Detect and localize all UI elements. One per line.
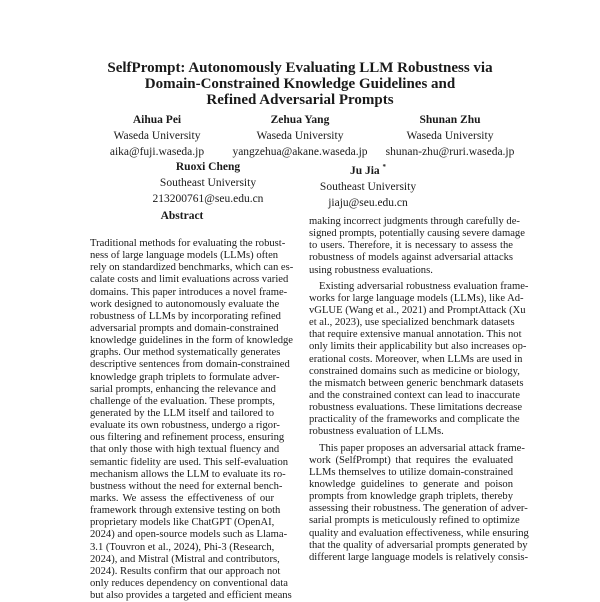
body-line: robustness evaluations. These limitations decrease [309,402,523,414]
author-affiliation: Southeast University [319,180,417,193]
abstract-line: knowledge guidelines in the form of knowledge [90,335,293,347]
body-line: that require extensive manual annotation. This not [309,329,522,341]
body-line: making incorrect judgments through carefully de- [309,216,520,227]
abstract-line: ness of large language models (LLMs) often [90,250,279,262]
abstract-line: graphs. Our method systematically generates [90,347,281,359]
abstract-line: evaluate its own robustness, undergo a rigor- [90,420,280,432]
abstract-line: 2024), and Mistral (Mistral and contributors, [90,553,280,565]
abstract-line: 3.1 (Touvron et al., 2024), Phi-3 (Research, [90,541,275,553]
body-text [309,216,529,564]
abstract-line: work designed to autonomously evaluate the [90,298,280,310]
abstract-line: descriptive sentences from domain-constrained [90,359,290,371]
body-line: only limits their applicability but also increases op- [309,341,527,353]
body-line: and the constrained context can lead to inaccurate [309,389,520,401]
author-affiliation: Waseda University [406,130,494,142]
author-name: Aihua Pei [132,114,182,126]
author-name-row [268,159,468,179]
abstract-line: generated by the LLM itself and tailored to [90,407,274,419]
abstract-line: marks. We assess the effectiveness of our [90,492,274,504]
author-name: Ruoxi Cheng [175,161,241,173]
body-line: works for large language models (LLMs), like Ad- [309,292,524,304]
author-name: Ju Jia [349,164,380,177]
abstract-line: only reduces dependency on conventional data [90,577,288,589]
abstract-heading: Abstract [160,210,204,222]
author-email: yangzehua@akane.waseda.jp [232,146,368,158]
abstract-line: knowledge graph triplets to formulate adver- [90,371,280,383]
body-line: et al., 2023), use specialized benchmark datasets [309,317,515,329]
abstract-line: that only those with high textual fluency and [90,444,280,456]
body-line: assessing their robustness. The generation of adver- [309,503,528,515]
abstract-line: semantic fidelity are used. This self-evaluation [90,456,289,468]
author-email: 213200761@seu.edu.cn [152,193,264,205]
body-line: prompts from knowledge graph triplets, thereby [309,491,513,503]
body-line: that the quality of adversarial prompts generated by [309,539,528,551]
body-line: using robustness evaluations. [309,264,433,276]
abstract-line: domains. This paper introduces a novel frame- [90,286,288,298]
body-line: knowledge guidelines to generate and poison [309,478,513,490]
abstract-line: challenge of the evaluation. These prompts, [90,395,275,407]
author-affiliation: Waseda University [113,130,201,142]
author-email: jiaju@seu.edu.cn [328,196,408,209]
body-line: robustness of models against adversarial attacks [309,252,513,264]
body-line: This paper proposes an adversarial attack frame- [319,442,525,454]
author-block [350,112,550,160]
title-line: Domain-Constrained Knowledge Guidelines and [144,76,456,92]
abstract-line: 2024) and open-source models such as Llama- [90,529,288,541]
abstract-line: bustness without the need for external bench- [90,480,283,492]
body-line: Existing adversarial robustness evaluation frame- [319,280,529,292]
corresponding-mark: * [382,163,387,171]
title-line: Refined Adversarial Prompts [206,92,394,108]
abstract-line: adversarial prompts and domain-constrained [90,322,279,334]
body-line: to users. Therefore, it is necessary to assess the [309,240,513,252]
body-line: sarial prompts is meticulously refined to optimize [309,515,520,527]
body-line: LLMs themselves to utilize domain-constrained [309,466,513,478]
author-name: Shunan Zhu [419,114,481,126]
title-line: SelfPrompt: Autonomously Evaluating LLM Robustness via [107,60,493,76]
body-line: vGLUE (Wang et al., 2021) and PromptAttack (Xu [309,304,526,316]
body-line: robustness evaluation of LLMs. [309,426,444,438]
abstract-text [90,238,294,602]
author-block [268,159,468,211]
abstract-line: 2024). Results confirm that our approach not [90,565,281,577]
author-email: shunan-zhu@ruri.waseda.jp [385,146,515,158]
abstract-line: robustness of LLMs by incorporating refined [90,310,281,322]
abstract-line: sarial prompts, enhancing the relevance and [90,383,276,395]
body-line: signed prompts, potentially causing severe damage [309,228,525,240]
body-line: quality and evaluation effectiveness, while ensuring [309,527,529,539]
body-line: the mismatch between generic benchmark datasets [309,377,524,389]
body-line: work (SelfPrompt) that requires the evaluated [309,454,513,466]
author-affiliation: Waseda University [256,130,344,142]
body-line: constrained domains such as medicine or biology, [309,365,520,377]
abstract-line: mechanism allows the LLM to evaluate its ro- [90,468,286,480]
author-affiliation: Southeast University [159,177,257,189]
abstract-line: calate costs and limit evaluations across varied [90,274,289,286]
author-email: aika@fuji.waseda.jp [109,146,205,158]
body-line: erational costs. Moreover, when LLMs are used in [309,353,523,365]
abstract-line: framework through extensive testing on both [90,505,281,517]
abstract-line: but also provides a targeted and efficient means [90,590,292,602]
abstract-line: ous filtering and refinement process, ensuring [90,432,285,444]
abstract-line: proprietary models like ChatGPT (OpenAI, [90,517,275,529]
abstract-line: Traditional methods for evaluating the robust- [90,238,286,249]
body-line: practicality of the frameworks and complicate the [309,414,520,426]
abstract-line: rely on standardized benchmarks, which can es- [90,262,294,274]
body-line: different large language models is relatively consis- [309,551,529,563]
author-name: Zehua Yang [270,114,330,126]
